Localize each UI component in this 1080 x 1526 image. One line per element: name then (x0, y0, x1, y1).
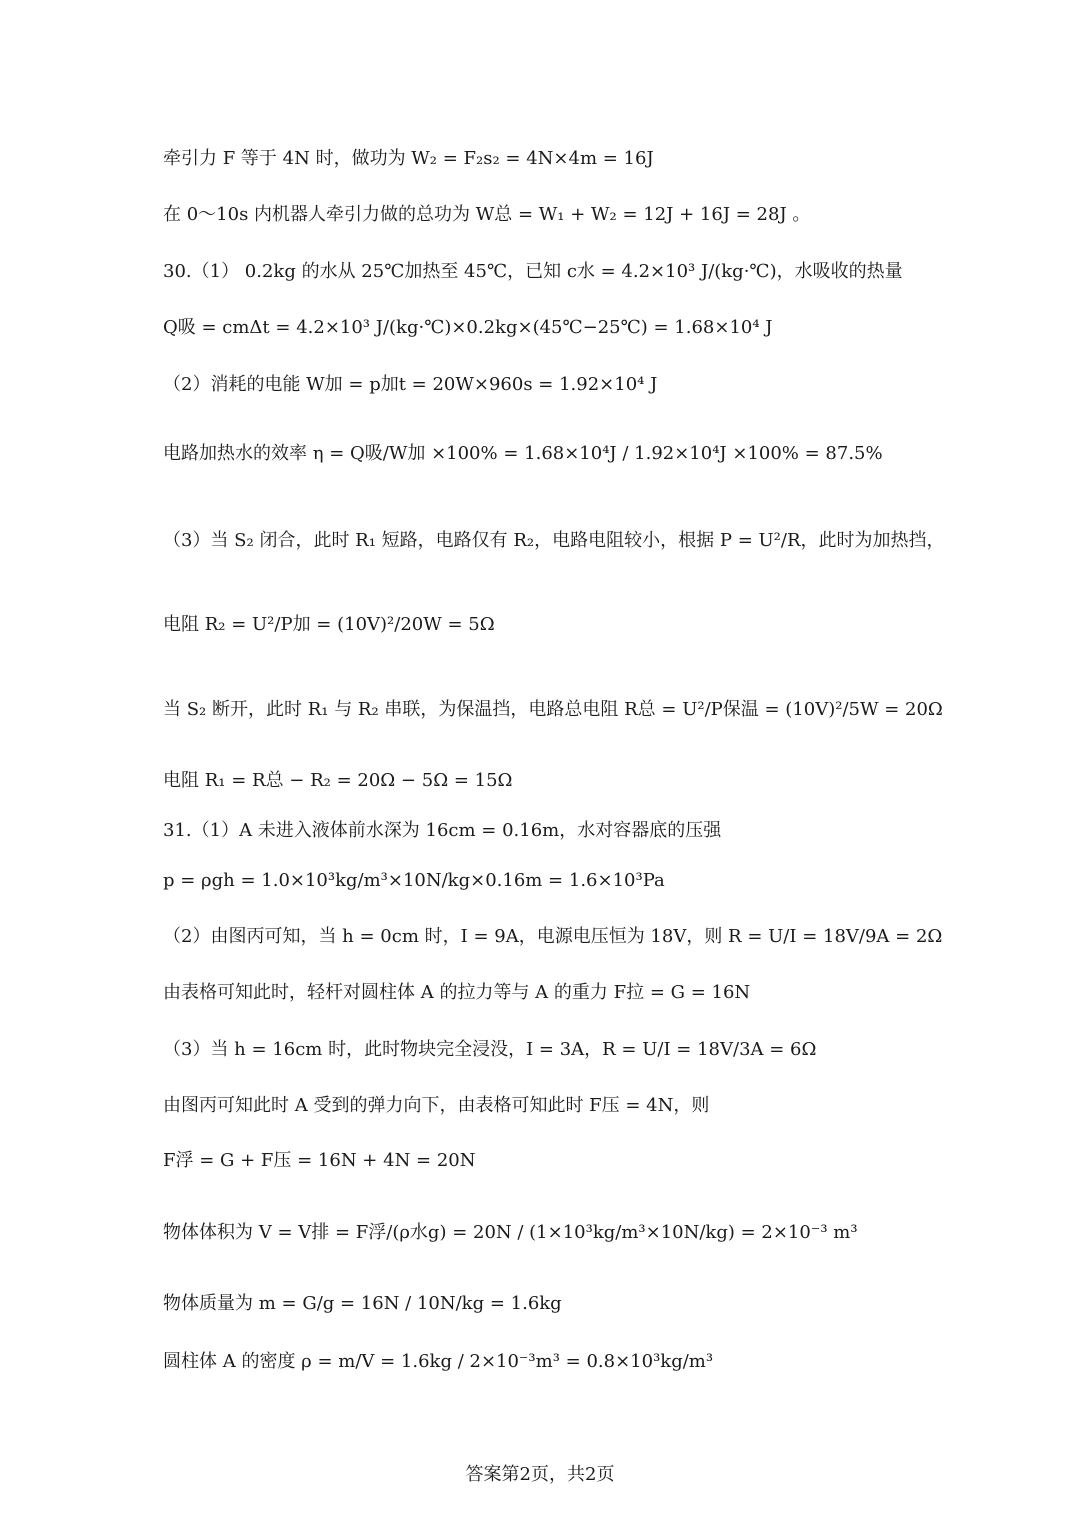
text-line: 当 S₂ 断开，此时 R₁ 与 R₂ 串联，为保温挡，电路总电阻 R总 = U²/P保温 = (10V)²/5W = 20Ω (163, 699, 943, 720)
text-line: Q吸 = cmΔt = 4.2×10³ J/(kg·℃)×0.2kg×(45℃−25℃) = 1.68×10⁴ J (163, 317, 773, 338)
text-line: （2）消耗的电能 W加 = p加t = 20W×960s = 1.92×10⁴ J (163, 374, 658, 395)
text-line: 电阻 R₁ = R总 − R₂ = 20Ω − 5Ω = 15Ω (163, 770, 513, 791)
text-line: 圆柱体 A 的密度 ρ = m/V = 1.6kg / 2×10⁻³m³ = 0.8×10³kg/m³ (163, 1351, 714, 1372)
text-line: 30.（1） 0.2kg 的水从 25℃加热至 45℃，已知 c水 = 4.2×10³ J/(kg·℃)，水吸收的热量 (163, 261, 903, 282)
text-line: 牵引力 F 等于 4N 时，做功为 W₂ = F₂s₂ = 4N×4m = 16J (163, 148, 654, 169)
text-line: 物体体积为 V = V排 = F浮/(ρ水g) = 20N / (1×10³kg/m³×10N/kg) = 2×10⁻³ m³ (163, 1222, 858, 1243)
page-footer: 答案第2页，共2页 (465, 1464, 615, 1485)
text-line: p = ρgh = 1.0×10³kg/m³×10N/kg×0.16m = 1.6×10³Pa (163, 870, 665, 891)
text-line: （2）由图丙可知，当 h = 0cm 时，I = 9A，电源电压恒为 18V，则 R = U/I = 18V/9A = 2Ω (163, 926, 943, 947)
text-line: 物体质量为 m = G/g = 16N / 10N/kg = 1.6kg (163, 1293, 562, 1314)
text-line: 31.（1）A 未进入液体前水深为 16cm = 0.16m，水对容器底的压强 (163, 820, 722, 841)
text-line: 电阻 R₂ = U²/P加 = (10V)²/20W = 5Ω (163, 614, 495, 635)
text-line: 电路加热水的效率 η = Q吸/W加 ×100% = 1.68×10⁴J / 1.92×10⁴J ×100% = 87.5% (163, 443, 883, 464)
text-line: （3）当 h = 16cm 时，此时物块完全浸没，I = 3A，R = U/I = 18V/3A = 6Ω (163, 1039, 817, 1060)
text-line: 在 0～10s 内机器人牵引力做的总功为 W总 = W₁ + W₂ = 12J + 16J = 28J 。 (163, 204, 811, 225)
text-line: 由表格可知此时，轻杆对圆柱体 A 的拉力等与 A 的重力 F拉 = G = 16N (163, 982, 751, 1003)
text-line: （3）当 S₂ 闭合，此时 R₁ 短路，电路仅有 R₂，电路电阻较小，根据 P = U²/R，此时为加热挡， (163, 530, 945, 551)
text-line: F浮 = G + F压 = 16N + 4N = 20N (163, 1150, 476, 1171)
text-line: 由图丙可知此时 A 受到的弹力向下，由表格可知此时 F压 = 4N，则 (163, 1095, 710, 1116)
